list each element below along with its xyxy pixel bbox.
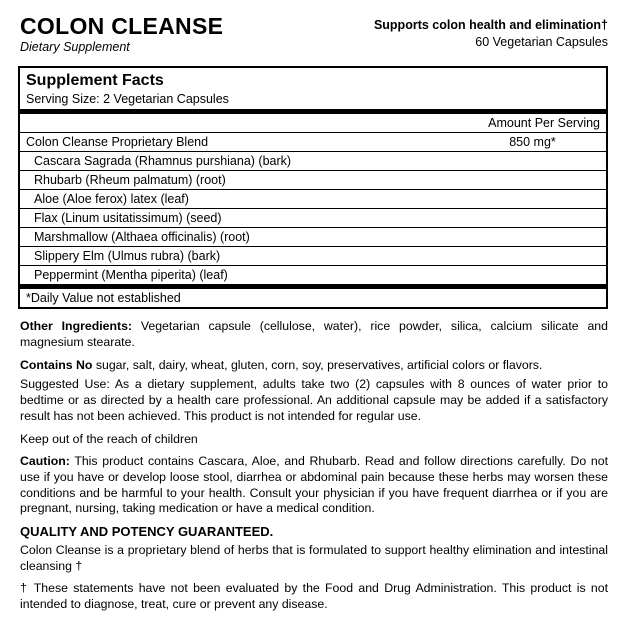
label-body-copy: [20, 319, 608, 613]
table-row: [20, 190, 606, 209]
supplement-facts-panel: [18, 66, 608, 309]
ingredient-name: Cascara Sagrada (Rhamnus purshiana) (bark): [20, 152, 459, 171]
product-claim: Supports colon health and elimination†: [373, 18, 608, 32]
table-row: [20, 266, 606, 287]
amount-per-serving-header: Amount Per Serving: [488, 116, 600, 131]
caution-label: Caution:: [20, 454, 70, 469]
contains-no-label: Contains No: [20, 357, 93, 372]
serving-size: Serving Size: 2 Vegetarian Capsules: [26, 92, 229, 107]
blend-amount: 850 mg*: [459, 133, 606, 152]
ingredient-name: Rhubarb (Rheum palmatum) (root): [20, 171, 459, 190]
daily-value-footnote: *Daily Value not established: [20, 287, 606, 308]
other-ingredients-text: Vegetarian capsule (cellulose, water), rice powder, silica, calcium silicate and magnesium stearate.: [20, 319, 608, 349]
table-row: [20, 209, 606, 228]
ingredient-amount: [459, 266, 606, 287]
ingredient-name: Flax (Linum usitatissimum) (seed): [20, 209, 459, 228]
table-row: [20, 133, 606, 152]
header-right-block: [374, 14, 608, 49]
ingredient-name: Aloe (Aloe ferox) latex (leaf): [20, 190, 459, 209]
other-ingredients-paragraph: [20, 319, 608, 350]
ingredient-amount: [459, 247, 606, 266]
table-row: [20, 152, 606, 171]
label-header: [0, 0, 624, 54]
table-row: [20, 228, 606, 247]
quality-guarantee: QUALITY AND POTENCY GUARANTEED.: [20, 524, 274, 540]
contains-no-text: sugar, salt, dairy, wheat, gluten, corn, soy, preservatives, artificial colors or flavors.: [92, 357, 543, 372]
keep-out-of-reach: Keep out of the reach of children: [20, 431, 198, 446]
capsule-count: 60 Vegetarian Capsules: [475, 35, 608, 49]
ingredients-table: [20, 132, 606, 307]
table-row: [20, 171, 606, 190]
blend-name: Colon Cleanse Proprietary Blend: [20, 133, 459, 152]
table-row: [20, 247, 606, 266]
contains-no-paragraph: [20, 358, 608, 374]
fda-disclaimer: † These statements have not been evaluated by the Food and Drug Administration. This product is not intended to diagnose, treat, cure or prevent any disease.: [20, 581, 608, 612]
header-left-block: [20, 14, 223, 54]
page-title: COLON CLEANSE: [20, 13, 224, 39]
ingredient-amount: [459, 190, 606, 209]
supplement-facts-title: Supplement Facts: [26, 72, 164, 90]
ingredient-amount: [459, 228, 606, 247]
ingredient-name: Peppermint (Mentha piperita) (leaf): [20, 266, 459, 287]
ingredient-amount: [459, 209, 606, 228]
ingredient-amount: [459, 152, 606, 171]
product-description: Colon Cleanse is a proprietary blend of herbs that is formulated to support healthy elimination and intestinal cleansing †: [20, 542, 608, 573]
ingredient-name: Marshmallow (Althaea officinalis) (root): [20, 228, 459, 247]
other-ingredients-label: Other Ingredients:: [20, 319, 133, 334]
ingredient-name: Slippery Elm (Ulmus rubra) (bark): [20, 247, 459, 266]
daily-value-footnote-row: [20, 287, 606, 308]
ingredient-amount: [459, 171, 606, 190]
caution-text: This product contains Cascara, Aloe, and Rhubarb. Read and follow directions carefully. Do not use if you have or develop loose stool, diarrhea or abdominal pain because these herbs may worsen these conditions and be harmful to your health. Consult your physician if you have frequent diarrhea or if you are pregnant, nursing, taking medication or have a medical condition.: [20, 454, 608, 516]
suggested-use-paragraph: Suggested Use: As a dietary supplement, adults take two (2) capsules with 8 ounces of water prior to bedtime or as directed by a health care professional. An additional capsule may be added if a satisfactory result has not been achieved. This product is not intended for regular use.: [20, 377, 608, 423]
product-subtitle: Dietary Supplement: [20, 40, 130, 55]
caution-paragraph: [20, 454, 608, 517]
